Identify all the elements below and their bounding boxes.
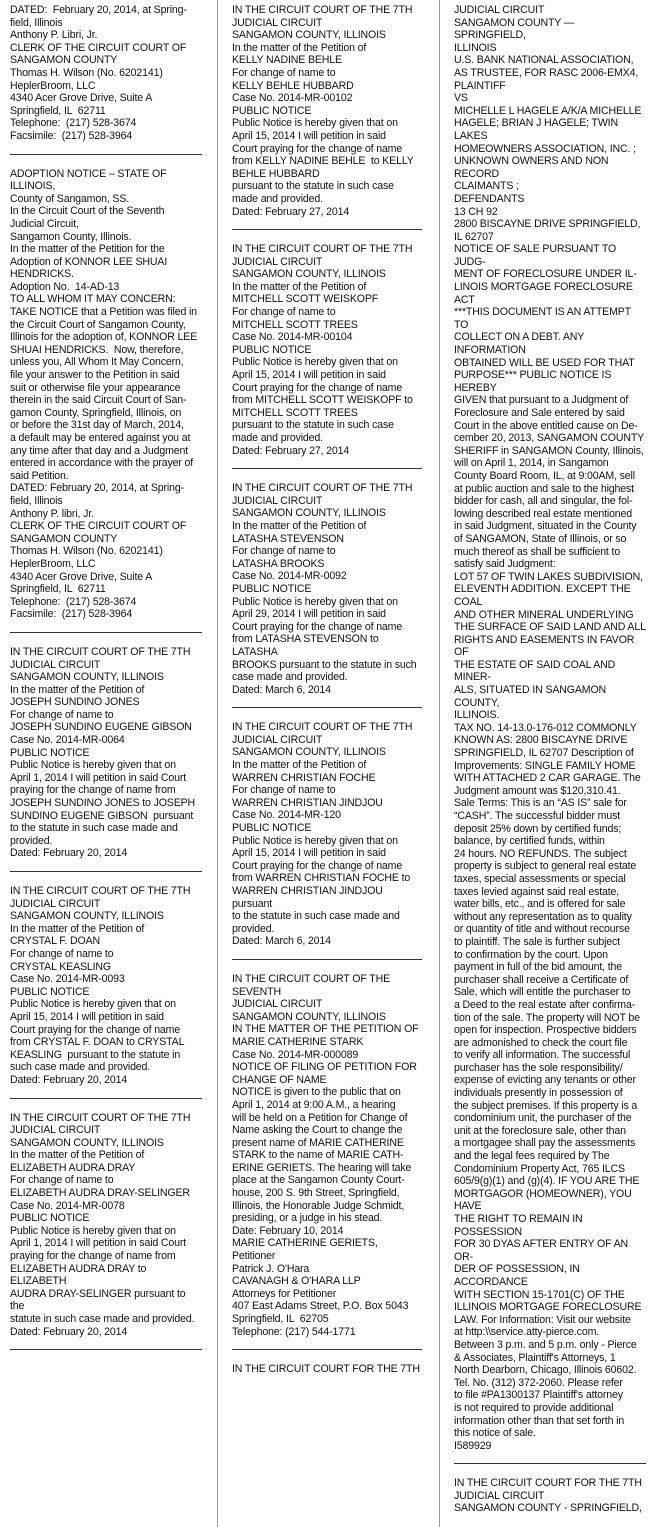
notice-separator — [454, 1463, 646, 1464]
notice-separator — [232, 229, 422, 230]
notice-separator — [232, 468, 422, 469]
notice-separator — [10, 154, 202, 155]
column-3 — [454, 4, 646, 1515]
column-2 — [232, 4, 422, 1376]
notice-name-change-stevenson: IN THE CIRCUIT COURT OF THE 7TH JUDICIAL CIRCUIT SANGAMON COUNTY, ILLINOIS In the matter of the Petition of LATASHA STEVENSON For change of name to LATASHA BROOKS Case No. 2014-MR-0092 PUBLIC NOTICE Public Notice is hereby given that on April 29, 2014 I will petition in said Court praying for the change of name from LATASHA STEVENSON to LATASHA BROOKS pursuant to the statute in such case made and provided. Dated: March 6, 2014 — [232, 482, 417, 696]
notice-separator — [232, 959, 422, 960]
notice-separator — [10, 1349, 202, 1350]
column-1 — [10, 4, 202, 1363]
notice-separator — [232, 707, 422, 708]
notice-separator — [10, 632, 202, 633]
notice-name-change-foche: IN THE CIRCUIT COURT OF THE 7TH JUDICIAL CIRCUIT SANGAMON COUNTY, ILLINOIS In the matter of the Petition of WARREN CHRISTIAN FOCHE For change of name to WARREN CHRISTIAN JINDJOU Case No. 2014-MR-120 PUBLIC NOTICE Public Notice is hereby given that on April 15, 2014 I will petition in said Court praying for the change of name from WARREN CHRISTIAN FOCHE to WARREN CHRISTIAN JINDJOU pursuant to the statute in such case made and provided. Dated: March 6, 2014 — [232, 721, 413, 948]
notice-separator — [232, 1349, 422, 1350]
notice-name-change-weiskopf: IN THE CIRCUIT COURT OF THE 7TH JUDICIAL CIRCUIT SANGAMON COUNTY, ILLINOIS In the matter of the Petition of MITCHELL SCOTT WEISKOPF For change of name to MITCHELL SCOTT TREES Case No. 2014-MR-00104 PUBLIC NOTICE Public Notice is hereby given that on April 15, 2014 I will petition in said Court praying for the change of name from MITCHELL SCOTT WEISKOPF to MITCHELL SCOTT TREES pursuant to the statute in such case made and provided. Dated: February 27, 2014 — [232, 243, 413, 457]
notice-separator — [10, 871, 202, 872]
notice-name-change-behle: IN THE CIRCUIT COURT OF THE 7TH JUDICIAL CIRCUIT SANGAMON COUNTY, ILLINOIS In the matter of the Petition of KELLY NADINE BEHLE For change of name to KELLY BEHLE HUBBARD Case No. 2014-MR-00102 PUBLIC NOTICE Public Notice is hereby given that on April 15, 2014 I will petition in said Court praying for the change of name from KELLY NADINE BEHLE to KELLY BEHLE HUBBARD pursuant to the statute in such case made and provided. Dated: February 27, 2014 — [232, 4, 414, 218]
notice-separator — [10, 1098, 202, 1099]
notice-foreclosure-heading: IN THE CIRCUIT COURT FOR THE 7TH — [232, 1363, 420, 1376]
column-divider — [439, 0, 440, 1527]
notice-foreclosure-sale: JUDICIAL CIRCUIT SANGAMON COUNTY — SPRINGFIELD, ILLINOIS U.S. BANK NATIONAL ASSOCIATION, AS TRUSTEE, FOR RASC 2006-EMX4, PLAINTIFF VS MICHELLE L HAGELE A/K/A MICHELLE HAGELE; BRIAN J HAGELE; TWIN LAKES HOMEOWNERS ASSOCIATION, INC. ; UNKNOWN OWNERS AND NON RECORD CLAIMANTS ; DEFENDANTS 13 CH 92 2800 BISCAYNE DRIVE SPRINGFIELD, IL 62707 NOTICE OF SALE PURSUANT TO JUDG- MENT OF FORECLOSURE UNDER IL- LINOIS MORTGAGE FORECLOSURE ACT ***THIS DOCUMENT IS AN ATTEMPT TO COLLECT ON A DEBT. ANY INFORMATION OBTAINED WILL BE USED FOR THAT PURPOSE*** PUBLIC NOTICE IS HEREBY GIVEN that pursuant to a Judgment of Foreclosure and Sale entered by said Court in the above entitled cause on De- cember 20, 2013, SANGAMON COUNTY SHERIFF in SANGAMON County, Illinois, will on April 1, 2014, in Sangamon County Board Room, IL, at 9:00AM, sell at public auction and sale to the highest bidder for cash, all and singular, the fol- lowing described real estate mentioned in said Judgment, situated in the County of SANGAMON, State of Illinois, or so much thereof as shall be sufficient to satisfy said Judgment: LOT 57 OF TWIN LAKES SUBDIVISION, ELEVENTH ADDITION. EXCEPT THE COAL AND OTHER MINERAL UNDERLYING THE SURFACE OF SAID LAND AND ALL RIGHTS AND EASEMENTS IN FAVOR OF THE ESTATE OF SAID COAL AND MINER- ALS, SITUATED IN SANGAMON COUNTY, ILLINOIS. TAX NO. 14-13.0-176-012 COMMONLY KNOWN AS: 2800 BISCAYNE DRIVE SPRINGFIELD, IL 62707 Description of Improvements: SINGLE FAMILY HOME WITH ATTACHED 2 CAR GARAGE. The Judgment amount was $120,310.41. Sale Terms: This is an “AS IS” sale for “CASH”. The successful bidder must deposit 25% down by certified funds; balance, by certified funds, within 24 hours. NO REFUNDS. The subject property is subject to general real estate taxes, special assessments or special taxes levied against said real estate, water bills, etc., and is offered for sale without any representation as to quality or quantity of title and without recourse to plaintiff. The sale is further subject to confirmation by the court. Upon payment in full of the bid amount, the purchaser shall receive a Certificate of Sale, which will entitle the purchaser to a Deed to the real estate after confirma- tion of the sale. The property will NOT be open for inspection. Prospective bidders are admonished to check the court file to verify all information. The successful purchaser has the sole responsibility/ expense of evicting any tenants or other individuals presently in possession of the subject premises. If this property is a condominium unit, the purchaser of the unit at the foreclosure sale, other than a mortgagee shall pay the assessments and the legal fees required by The Condominium Property Act, 765 ILCS 605/9(g)(1) and (g)(4). IF YOU ARE THE MORTGAGOR (HOMEOWNER), YOU HAVE THE RIGHT TO REMAIN IN POSSESSION FOR 30 DYAS AFTER ENTRY OF AN OR- DER OF POSSESSION, IN ACCORDANCE WITH SECTION 15-1701(C) OF THE ILLINOIS MORTGAGE FORECLOSURE LAW. For Information: Visit our website at http:\\service.atty-pierce.com. Between 3 p.m. and 5 p.m. only - Pierce & Associates, Plaintiff's Attorneys, 1 North Dearborn, Chicago, Illinois 60602. Tel. No. (312) 372-2060. Please refer to file #PA1300137 Plaintiff's attorney is not required to provide additional information other than that set forth in this notice of sale. I589929 — [454, 4, 646, 1452]
notice-name-change-doan: IN THE CIRCUIT COURT OF THE 7TH JUDICIAL CIRCUIT SANGAMON COUNTY, ILLINOIS In the matter of the Petition of CRYSTAL F. DOAN For change of name to CRYSTAL KEASLING Case No. 2014-MR-0093 PUBLIC NOTICE Public Notice is hereby given that on April 15, 2014 I will petition in said Court praying for the change of name from CRYSTAL F. DOAN to CRYSTAL KEASLING pursuant to the statute in such case made and provided. Dated: February 20, 2014 — [10, 885, 191, 1086]
notice-name-change-stark: IN THE CIRCUIT COURT OF THE SEVENTH JUDICIAL CIRCUIT SANGAMON COUNTY, ILLINOIS IN THE MATTER OF THE PETITION OF MARIE CATHERINE STARK Case No. 2014-MR-000089 NOTICE OF FILING OF PETITION FOR CHANGE OF NAME NOTICE is given to the public that on April 1, 2014 at 9:00 A.M., a hearing will be held on a Petition for Change of Name asking the Court to change the present name of MARIE CATHERINE STARK to the name of MARIE CATH- ERINE GERIETS. The hearing will take place at the Sangamon County Court- house, 200 S. 9th Street, Springfield, Illinois, the Honorable Judge Schmidt, presiding, or a judge in his stead. Date: February 10, 2014 MARIE CATHERINE GERIETS, Petitioner Patrick J. O'Hara CAVANAGH & O'HARA LLP Attorneys for Petitioner 407 East Adams Street, P.O. Box 5043 Springfield, IL 62705 Telephone: (217) 544-1771 — [232, 972, 419, 1338]
notice-name-change-jones: IN THE CIRCUIT COURT OF THE 7TH JUDICIAL CIRCUIT SANGAMON COUNTY, ILLINOIS In the matter of the Petition of JOSEPH SUNDINO JONES For change of name to JOSEPH SUNDINO EUGENE GIBSON Case No. 2014-MR-0064 PUBLIC NOTICE Public Notice is hereby given that on April 1, 2014 I will petition in said Court praying for the change of name from JOSEPH SUNDINO JONES to JOSEPH SUNDINO EUGENE GIBSON pursuant to the statute in such case made and provided. Dated: February 20, 2014 — [10, 645, 196, 860]
notice-clerk-signature: DATED: February 20, 2014, at Spring- field, Illinois Anthony P. Libri, Jr. CLERK OF THE CIRCUIT COURT OF SANGAMON COUNTY Thomas H. Wilson (No. 6202141) HeplerBroom, LLC 4340 Acer Grove Drive, Suite A Springfield, IL 62711 Telephone: (217) 528-3674 Facsimile: (217) 528-3964 — [10, 4, 187, 142]
column-divider — [217, 0, 218, 1527]
notice-next-heading: IN THE CIRCUIT COURT FOR THE 7TH JUDICIAL CIRCUIT SANGAMON COUNTY - SPRINGFIELD, — [454, 1477, 642, 1515]
notice-adoption-hendricks: ADOPTION NOTICE – STATE OF ILLINOIS, County of Sangamon, SS. In the Circuit Court of the Seventh Judicial Circuit, Sangamon County, Illinois. In the matter of the Petition for the Adoption of KONNOR LEE SHUAI HENDRICKS. Adoption No. 14-AD-13 TO ALL WHOM IT MAY CONCERN: TAKE NOTICE that a Petition was filed in the Circuit Court of Sangamon County, Illinois for the adoption of, KONNOR LEE SHUAI HENDRICKS. Now, therefore, unless you, All Whom It May Concern, file your answer to the Petition in said suit or otherwise file your appearance therein in the said Circuit Court of San- gamon County, Springfield, Illinois, on or before the 31st day of March, 2014, a default may be entered against you at any time after that day and a Judgment entered in accordance with the prayer of said Petition. DATED: February 20, 2014, at Spring- field, Illinois Anthony P. libri, Jr. CLERK OF THE CIRCUIT COURT OF SANGAMON COUNTY Thomas H. Wilson (No. 6202141) HeplerBroom, LLC 4340 Acer Grove Drive, Suite A Springfield, IL 62711 Telephone: (217) 528-3674 Facsimile: (217) 528-3964 — [10, 167, 198, 621]
notice-name-change-dray: IN THE CIRCUIT COURT OF THE 7TH JUDICIAL CIRCUIT SANGAMON COUNTY, ILLINOIS In the matter of the Petition of ELIZABETH AUDRA DRAY For change of name to ELIZABETH AUDRA DRAY-SELINGER Case No. 2014-MR-0078 PUBLIC NOTICE Public Notice is hereby given that on April 1, 2014 I will petition in said Court praying for the change of name from ELIZABETH AUDRA DRAY to ELIZABETH AUDRA DRAY-SELINGER pursuant to the statute in such case made and provided. Dated: February 20, 2014 — [10, 1111, 195, 1338]
